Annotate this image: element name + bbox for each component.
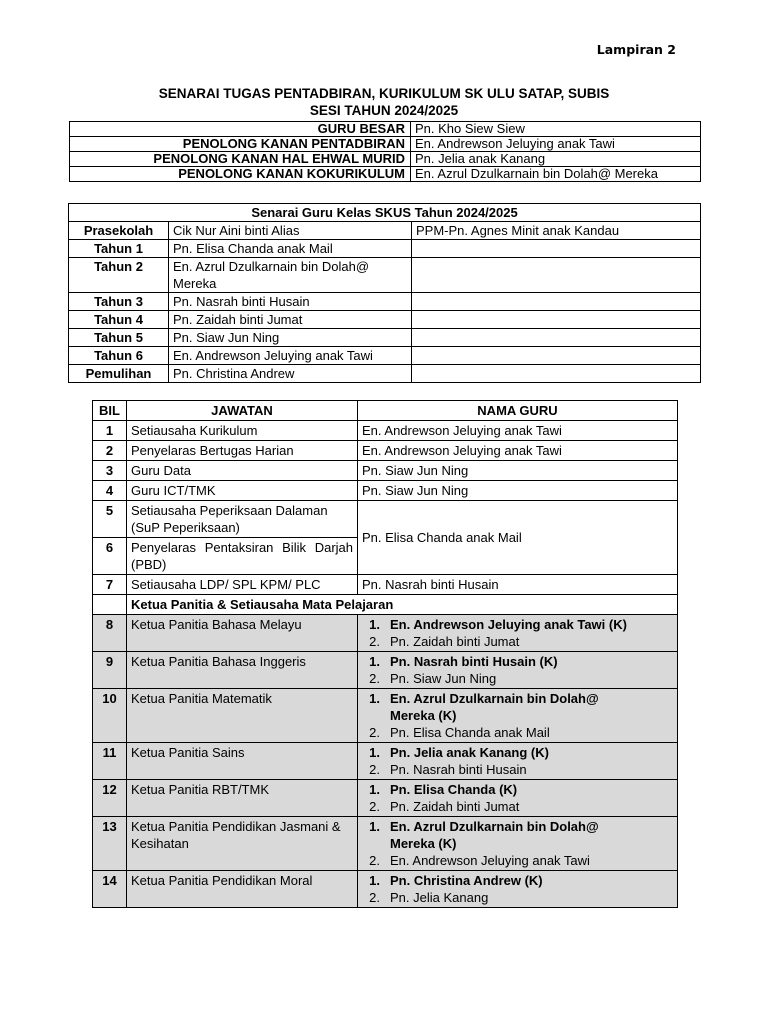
duty-jawatan: Guru Data <box>127 461 358 481</box>
class-teacher: Cik Nur Aini binti Alias <box>169 222 412 240</box>
class-extra <box>412 258 701 293</box>
duty-row <box>93 441 678 461</box>
panitia-bil: 13 <box>93 817 127 871</box>
panitia-ketua: 1. En. Andrewson Jeluying anak Tawi (K) <box>369 617 627 632</box>
section-bil-empty <box>93 595 127 615</box>
duty-nama: Pn. Elisa Chanda anak Mail <box>358 501 678 575</box>
panitia-setiausaha: 2. Pn. Nasrah binti Husain <box>369 762 527 777</box>
panitia-setiausaha: 2. Pn. Zaidah binti Jumat <box>369 799 520 814</box>
panitia-names <box>358 871 678 908</box>
panitia-jawatan: Ketua Panitia Sains <box>127 743 358 780</box>
panitia-jawatan: Ketua Panitia Matematik <box>127 689 358 743</box>
panitia-jawatan: Ketua Panitia Pendidikan Moral <box>127 871 358 908</box>
class-extra <box>412 365 701 383</box>
admin-row <box>70 152 701 167</box>
class-name: Prasekolah <box>69 222 169 240</box>
admin-role: GURU BESAR <box>70 122 411 137</box>
duty-jawatan: Setiausaha Kurikulum <box>127 421 358 441</box>
class-table-title: Senarai Guru Kelas SKUS Tahun 2024/2025 <box>69 204 701 222</box>
panitia-setiausaha: 2. Pn. Elisa Chanda anak Mail <box>369 725 550 740</box>
duty-bil: 2 <box>93 441 127 461</box>
admin-table <box>69 121 701 182</box>
duty-bil: 7 <box>93 575 127 595</box>
duty-bil: 5 <box>93 501 127 538</box>
duty-bil: 4 <box>93 481 127 501</box>
admin-row <box>70 122 701 137</box>
duty-bil: 3 <box>93 461 127 481</box>
class-teacher: Pn. Elisa Chanda anak Mail <box>169 240 412 258</box>
title-line-1: SENARAI TUGAS PENTADBIRAN, KURIKULUM SK ULU SATAP, SUBIS <box>158 86 610 101</box>
panitia-row <box>93 652 678 689</box>
class-name: Pemulihan <box>69 365 169 383</box>
class-teacher: Pn. Zaidah binti Jumat <box>169 311 412 329</box>
panitia-row <box>93 615 678 652</box>
class-teacher: Pn. Siaw Jun Ning <box>169 329 412 347</box>
duty-row <box>93 481 678 501</box>
class-extra <box>412 347 701 365</box>
panitia-row <box>93 817 678 871</box>
class-extra <box>412 311 701 329</box>
admin-role: PENOLONG KANAN KOKURIKULUM <box>70 167 411 182</box>
class-row <box>69 293 701 311</box>
class-teacher: Pn. Nasrah binti Husain <box>169 293 412 311</box>
duty-bil: 6 <box>93 538 127 575</box>
panitia-names <box>358 780 678 817</box>
title-line-2: SESI TAHUN 2024/2025 <box>309 103 459 118</box>
panitia-names <box>358 615 678 652</box>
duty-jawatan: Guru ICT/TMK <box>127 481 358 501</box>
admin-role: PENOLONG KANAN PENTADBIRAN <box>70 137 411 152</box>
class-name: Tahun 4 <box>69 311 169 329</box>
class-row <box>69 329 701 347</box>
panitia-names <box>358 652 678 689</box>
class-extra: PPM-Pn. Agnes Minit anak Kandau <box>412 222 701 240</box>
panitia-names <box>358 817 678 871</box>
class-name: Tahun 6 <box>69 347 169 365</box>
panitia-jawatan: Ketua Panitia Pendidikan Jasmani & Kesihatan <box>127 817 358 871</box>
panitia-jawatan: Ketua Panitia Bahasa Melayu <box>127 615 358 652</box>
class-teacher: Pn. Christina Andrew <box>169 365 412 383</box>
panitia-names <box>358 689 678 743</box>
class-name: Tahun 5 <box>69 329 169 347</box>
panitia-setiausaha: 2. Pn. Zaidah binti Jumat <box>369 634 520 649</box>
class-row <box>69 222 701 240</box>
duties-table <box>92 400 678 908</box>
document-title <box>0 85 768 119</box>
class-extra <box>412 240 701 258</box>
class-name: Tahun 3 <box>69 293 169 311</box>
panitia-ketua: 1. En. Azrul Dzulkarnain bin Dolah@ Mereka (K) <box>369 691 599 723</box>
class-row <box>69 347 701 365</box>
panitia-setiausaha: 2. Pn. Jelia Kanang <box>369 890 489 905</box>
panitia-ketua: 1. Pn. Christina Andrew (K) <box>369 873 543 888</box>
duty-nama: Pn. Siaw Jun Ning <box>358 481 678 501</box>
class-extra <box>412 293 701 311</box>
class-table-header <box>69 204 701 222</box>
duty-row <box>93 501 678 538</box>
header-nama-guru: NAMA GURU <box>358 401 678 421</box>
panitia-ketua: 1. Pn. Elisa Chanda (K) <box>369 782 518 797</box>
panitia-row <box>93 780 678 817</box>
class-row <box>69 311 701 329</box>
header-jawatan: JAWATAN <box>127 401 358 421</box>
section-row <box>93 595 678 615</box>
admin-row <box>70 137 701 152</box>
class-row <box>69 365 701 383</box>
panitia-ketua: 1. Pn. Jelia anak Kanang (K) <box>369 745 549 760</box>
panitia-bil: 11 <box>93 743 127 780</box>
class-row <box>69 240 701 258</box>
panitia-ketua: 1. En. Azrul Dzulkarnain bin Dolah@ Mereka (K) <box>369 819 599 851</box>
admin-name: Pn. Jelia anak Kanang <box>411 152 701 167</box>
class-name: Tahun 2 <box>69 258 169 293</box>
class-name: Tahun 1 <box>69 240 169 258</box>
panitia-bil: 10 <box>93 689 127 743</box>
admin-name: Pn. Kho Siew Siew <box>411 122 701 137</box>
class-teacher: En. Azrul Dzulkarnain bin Dolah@ Mereka <box>169 258 412 293</box>
admin-name: En. Andrewson Jeluying anak Tawi <box>411 137 701 152</box>
section-title: Ketua Panitia & Setiausaha Mata Pelajaran <box>127 595 678 615</box>
header-bil: BIL <box>93 401 127 421</box>
panitia-jawatan: Ketua Panitia RBT/TMK <box>127 780 358 817</box>
duty-bil: 1 <box>93 421 127 441</box>
panitia-row <box>93 871 678 908</box>
panitia-ketua: 1. Pn. Nasrah binti Husain (K) <box>369 654 558 669</box>
lampiran-label: Lampiran 2 <box>596 42 676 57</box>
panitia-setiausaha: 2. Pn. Siaw Jun Ning <box>369 671 497 686</box>
duty-jawatan: Penyelaras Pentaksiran Bilik Darjah (PBD) <box>127 538 358 575</box>
panitia-bil: 12 <box>93 780 127 817</box>
duty-nama: Pn. Nasrah binti Husain <box>358 575 678 595</box>
panitia-bil: 9 <box>93 652 127 689</box>
panitia-row <box>93 689 678 743</box>
duty-nama: En. Andrewson Jeluying anak Tawi <box>358 441 678 461</box>
class-row <box>69 258 701 293</box>
admin-name: En. Azrul Dzulkarnain bin Dolah@ Mereka <box>411 167 701 182</box>
duty-row <box>93 421 678 441</box>
admin-role: PENOLONG KANAN HAL EHWAL MURID <box>70 152 411 167</box>
panitia-row <box>93 743 678 780</box>
duties-header-row <box>93 401 678 421</box>
duty-nama: En. Andrewson Jeluying anak Tawi <box>358 421 678 441</box>
duty-row <box>93 461 678 481</box>
panitia-bil: 14 <box>93 871 127 908</box>
panitia-names <box>358 743 678 780</box>
duty-jawatan: Setiausaha LDP/ SPL KPM/ PLC <box>127 575 358 595</box>
class-teacher: En. Andrewson Jeluying anak Tawi <box>169 347 412 365</box>
class-teacher-table <box>68 203 701 383</box>
duty-row <box>93 575 678 595</box>
duty-nama: Pn. Siaw Jun Ning <box>358 461 678 481</box>
duty-jawatan: Setiausaha Peperiksaan Dalaman (SuP Peperiksaan) <box>127 501 358 538</box>
panitia-setiausaha: 2. En. Andrewson Jeluying anak Tawi <box>369 853 590 868</box>
panitia-bil: 8 <box>93 615 127 652</box>
panitia-jawatan: Ketua Panitia Bahasa Inggeris <box>127 652 358 689</box>
duty-jawatan: Penyelaras Bertugas Harian <box>127 441 358 461</box>
class-extra <box>412 329 701 347</box>
admin-row <box>70 167 701 182</box>
